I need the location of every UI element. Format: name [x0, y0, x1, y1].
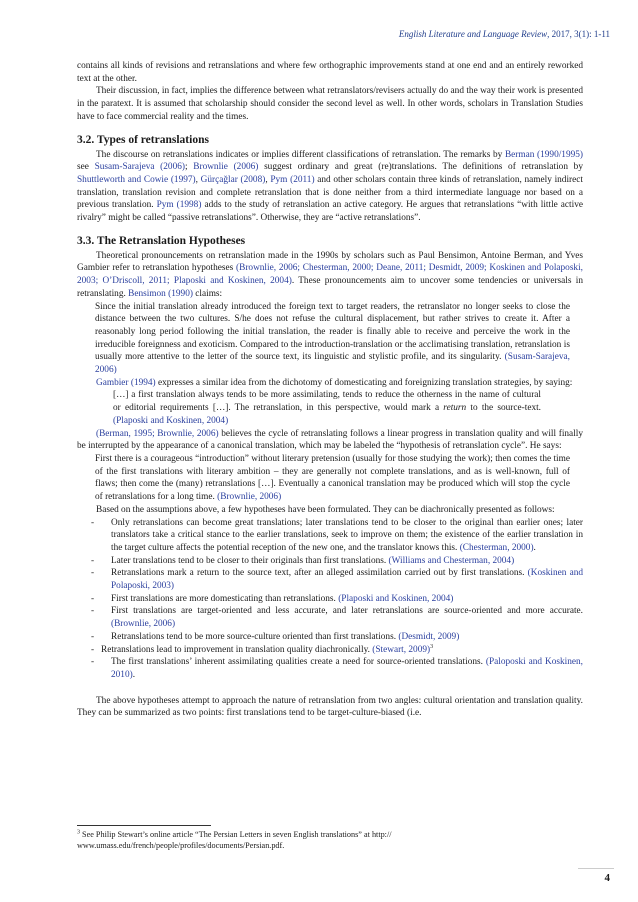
citation-link[interactable]: (Plaposki and Koskinen, 2004) [338, 593, 454, 604]
paragraph: contains all kinds of revisions and retranslations and where few orthographic improvements stand at one end and an entirely reworked text at the other. [77, 61, 583, 84]
paragraph: (Berman, 1995; Brownlie, 2006) believes the cycle of retranslating follows a linear progress in translation quality and will finally be interrupted by the appearance of a canonical translation, which may be labeled the “hypothesis of retranslation cycle”. He says: [77, 428, 583, 452]
list-item: - Retranslations lead to improvement in translation quality diachronically. (Stewart, 2009)$^3$ [91, 643, 434, 655]
citation-link[interactable]: Gambier (1994) [96, 377, 156, 388]
list-item: - Only retranslations can become great translations; later translations tend to be closer to the original than earlier ones; later translators take a critical stance to the earlier translations, seek to improve on them; the existence of the earlier translation in the target culture affects the potential reception of the new one, and the translator knows this. (Chesterman, 2000). [91, 517, 583, 553]
section-heading: 3.2. Types of retranslations [77, 133, 209, 146]
block-quote: […] a first translation always tends to be more assimilating, tends to reduce the otherness in the name of cultural or editorial requirements […]. The retranslation, in this perspective, would mark a return to the source-text. (Plaposki and Koskinen, 2004) [113, 390, 542, 426]
paragraph: Their discussion, in fact, implies the difference between what retranslators/revisers actually do and the way their work is presented in the paratext. It is assumed that scholarship should consider the second level as well. In other words, scholars in Translation Studies have to face commercial reality and the times. [77, 86, 583, 122]
citation-link[interactable]: (Williams and Chesterman, 2004) [388, 555, 515, 566]
paragraph: The above hypotheses attempt to approach the nature of retranslation from two angles: cultural orientation and translation quality. They can be summarized as two points: first translations tend to be target-culture-biased (i.e. [77, 695, 583, 719]
citation-link[interactable]: Pym (1998) [156, 200, 202, 211]
page-number: 4 [604, 872, 610, 884]
citation-link[interactable]: (Plaposki and Koskinen, 2004) [113, 415, 229, 426]
list-item: - First translations are more domesticating than retranslations. (Plaposki and Koskinen, 2004) [91, 593, 454, 604]
citation-link[interactable]: Susam-Sarajeva (2006) [94, 162, 185, 173]
citation-link[interactable]: Berman (1990/1995) [504, 149, 583, 160]
paragraph: Gambier (1994) expresses a similar idea from the dichotomy of domesticating and foreignizing translation strategies, by saying: [96, 377, 573, 388]
page-number-divider [578, 868, 614, 869]
citation-link[interactable]: (Susam-Sarajeva, 2006) [95, 352, 570, 376]
list-item: - Retranslations mark a return to the source text, after an alleged assimilation carried out by first translations. (Koskinen and Polaposki, 2003) [91, 568, 583, 592]
citation-link[interactable]: Brownlie (2006) [193, 162, 259, 173]
hypotheses-list [77, 517, 583, 682]
footnote-text: See Philip Stewart’s online article “The Persian Letters in seven English translations” at http:// www.umass.edu/french/people/profiles/documents/Persian.pdf. [77, 830, 392, 850]
citation-link[interactable]: (Brownlie, 2006) [217, 492, 282, 503]
footnote-number: 3 [77, 829, 80, 836]
running-header [399, 29, 610, 39]
paragraph: Theoretical pronouncements on retranslation made in the 1990s by scholars such as Paul Bensimon, Antoine Berman, and Yves Gambier refer to retranslation hypotheses (Brownlie, 2006; Chesterman, 2000; Deane, 2011; Desmidt, 2009; Koskinen and Polaposki, 2003; O’Driscoll, 2011; Plaposki and Koskinen, 2004). These pronouncements aim to uncover some tendencies or universals in retranslating. Bensimon (1990) claims: [77, 250, 583, 299]
list-item: - First translations are target-oriented and less accurate, and later retranslations are source-oriented and more accurate. (Brownlie, 2006) [91, 606, 583, 630]
citation-link[interactable]: Pym (2011) [270, 174, 315, 185]
block-quote: First there is a courageous “introduction” without literary pretension (usually for those studying the work); then comes the time of the first translations with literary ambition – they are generally not complete translations, and as is well-known, full of flaws; then come the (many) retranslations […]. Eventually a canonical translation may be produced which will stop the cycle of retranslations for a long time. (Brownlie, 2006) [95, 453, 570, 503]
footnote-marker[interactable]: 3 [430, 643, 434, 650]
section-heading: 3.3. The Retranslation Hypotheses [77, 234, 246, 247]
journal-issue: , 2017, 3(1): 1-11 [547, 29, 610, 39]
list-item: - The first translations’ inherent assimilating qualities create a need for source-oriented translations. (Paloposki and Koskinen, 2010). [91, 657, 583, 680]
citation-link[interactable]: Gürçağlar (2008) [200, 174, 266, 185]
citation-link[interactable]: (Berman, 1995; Brownlie, 2006) [96, 428, 219, 439]
paragraph: The discourse on retranslations indicates or implies different classifications of retranslation. The remarks by Berman (1990/1995) see Susam-Sarajeva (2006); Brownlie (2006) suggest ordinary and great (re)translations. The definitions of retranslation by Shuttleworth and Cowie (1997), Gürçağlar (2008), Pym (2011) and other scholars contain three kinds of retranslation, namely indirect translation, translation revision and complete retranslation that is done neither from a third intermediate language nor based on a previous translation. Pym (1998) adds to the study of retranslation an active category. He argues that retranslations “with little active rivalry” might be called “passive retranslations”. Otherwise, they are “active retranslations”. [77, 149, 583, 224]
paragraph: Based on the assumptions above, a few hypotheses have been formulated. They can be diachronically presented as follows: [96, 504, 555, 515]
article-body [77, 60, 583, 720]
citation-link[interactable]: (Paloposki and Koskinen, 2010) [111, 657, 583, 680]
footnote-divider [77, 825, 211, 826]
citation-link[interactable]: (Desmidt, 2009) [398, 631, 460, 642]
block-quote: Since the initial translation already introduced the foreign text to target readers, the retranslator no longer seeks to close the distance between the two cultures. S/he does not refuse the cultural displacement, but rather strives to create it. After a reasonably long period following the initial translation, the reader is finally able to receive and perceive the work in the irreducible foreignness and exoticism. Compared to the introduction-translation or the acclimatising translation, retranslation is usually more attentive to the letter of the source text, its linguistic and stylistic profile, and its singularity. (Susam-Sarajeva, 2006) [95, 301, 570, 376]
citation-link[interactable]: (Brownlie, 2006; Chesterman, 2000; Deane, 2011; Desmidt, 2009; Koskinen and Polaposki, 2003; O’Driscoll, 2011; Plaposki and Koskinen, 2004) [77, 263, 583, 287]
citation-link[interactable]: (Koskinen and Polaposki, 2003) [111, 568, 583, 592]
citation-link[interactable]: Bensimon (1990) [128, 288, 193, 299]
spacer [77, 682, 583, 695]
citation-link[interactable]: (Chesterman, 2000) [459, 542, 534, 553]
citation-link[interactable]: Shuttleworth and Cowie (1997) [77, 174, 196, 185]
list-item: - Retranslations tend to be more source-culture oriented than first translations. (Desmidt, 2009) [91, 631, 460, 642]
footnote [77, 829, 583, 851]
journal-name: English Literature and Language Review [398, 29, 548, 39]
list-item: - Later translations tend to be closer to their originals than first translations. (Williams and Chesterman, 2004) [91, 555, 515, 566]
citation-link[interactable]: (Stewart, 2009) [372, 644, 431, 655]
citation-link[interactable]: (Brownlie, 2006) [111, 619, 176, 630]
